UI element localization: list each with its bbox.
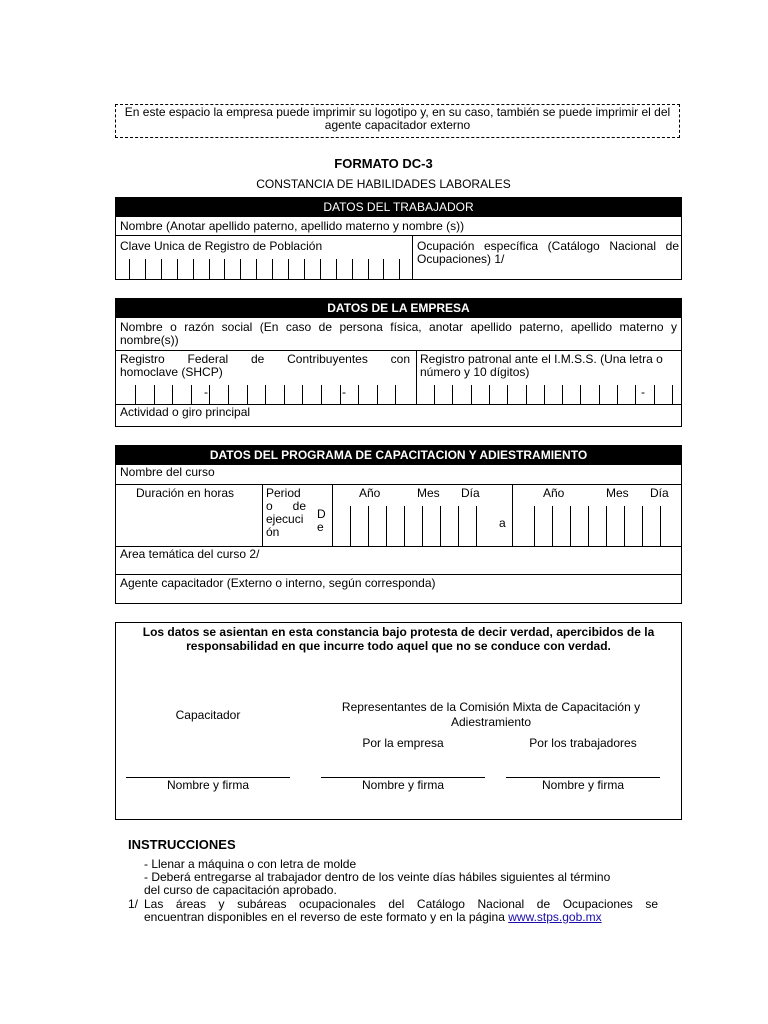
date-ticks-box-0 (534, 506, 535, 546)
date-ticks-box-5 (624, 506, 625, 546)
trainer-label: Capacitador (175, 708, 241, 722)
rfc-ticks-box-6 (247, 385, 248, 404)
instruction-3-marker: 1/ (128, 897, 139, 911)
worker-header: DATOS DEL TRABAJADOR (116, 198, 681, 216)
instruction-2a: - Deberá entregarse al trabajador dentro de los veinte días hábiles siguientes al término (144, 870, 611, 884)
rfc-ticks-box-4 (209, 385, 210, 404)
rfc-dash-1: - (204, 385, 208, 399)
course-name-label: Nombre del curso (120, 465, 215, 479)
duration-label: Duración en horas (136, 486, 235, 500)
curp-ticks-box-15 (368, 259, 369, 279)
date-ticks-box-6 (458, 506, 459, 546)
rfc-ticks-box-8 (284, 385, 285, 404)
form-title: FORMATO DC-3 (334, 156, 433, 171)
instruction-3a: Las áreas y subáreas ocupacionales del Catálogo Nacional de Ocupaciones se (144, 897, 658, 911)
instruction-1: - Llenar a máquina o con letra de molde (144, 857, 357, 871)
to-year-label: Año (543, 486, 565, 500)
curp-ticks-box-11 (304, 259, 305, 279)
curp-ticks-box-7 (240, 259, 241, 279)
rfc-ticks-box-7 (265, 385, 266, 404)
imss-ticks-box-11 (635, 385, 636, 404)
curp-ticks-box-17 (399, 259, 400, 279)
imss-ticks-box-10 (617, 385, 618, 404)
imss-ticks-box-0 (434, 385, 435, 404)
imss-ticks-box-7 (562, 385, 563, 404)
instruction-2b: del curso de capacitación aprobado. (144, 883, 337, 897)
rfc-ticks-box-9 (302, 385, 303, 404)
worker-section (115, 197, 682, 280)
company-rep-label: Por la empresa (362, 736, 444, 750)
company-sign-label: Nombre y firma (361, 778, 444, 792)
imss-ticks-box-9 (599, 385, 600, 404)
logo-note: En este espacio la empresa puede imprimir su logotipo y, en su caso, también se puede imprimir el del agente capacitador externo (124, 105, 671, 132)
date-ticks-box-6 (642, 506, 643, 546)
date-ticks-box-3 (588, 506, 589, 546)
commission-label: Representantes de la Comisión Mixta de Capacitación y Adiestramiento (341, 700, 641, 729)
from-label: D e (317, 507, 326, 534)
date-ticks-box-1 (368, 506, 369, 546)
program-header: DATOS DEL PROGRAMA DE CAPACITACION Y ADIESTRAMIENTO (116, 446, 681, 464)
program-section (115, 445, 682, 604)
imss-ticks-box-2 (471, 385, 472, 404)
to-month-label: Mes (606, 486, 629, 500)
curp-ticks-box-2 (161, 259, 162, 279)
to-day-label: Día (650, 486, 669, 500)
date-ticks-box-4 (422, 506, 423, 546)
worker-name-label: Nombre (Anotar apellido paterno, apellido materno y nombre (s)) (120, 219, 465, 233)
curp-ticks-box-14 (352, 259, 353, 279)
curp-ticks-box-3 (177, 259, 178, 279)
curp-ticks-box-0 (129, 259, 130, 279)
date-ticks-box-2 (386, 506, 387, 546)
workers-rep-label: Por los trabajadores (529, 736, 637, 750)
rfc-ticks-box-12 (358, 385, 359, 404)
rfc-ticks-box-0 (135, 385, 136, 404)
imss-ticks-box-4 (507, 385, 508, 404)
date-ticks-box-4 (606, 506, 607, 546)
date-ticks-box-3 (404, 506, 405, 546)
curp-ticks-box-13 (336, 259, 337, 279)
rfc-ticks-box-2 (172, 385, 173, 404)
rfc-ticks-box-13 (377, 385, 378, 404)
imss-ticks-box-13 (672, 385, 673, 404)
curp-ticks-box-9 (272, 259, 273, 279)
form-subtitle: CONSTANCIA DE HABILIDADES LABORALES (256, 177, 511, 191)
area-label: Area temática del curso 2/ (120, 547, 260, 561)
imss-dash: - (641, 385, 645, 399)
imss-ticks-box-3 (489, 385, 490, 404)
date-ticks-box-1 (552, 506, 553, 546)
activity-label: Actividad o giro principal (120, 405, 251, 419)
to-label: a (499, 516, 506, 530)
curp-label: Clave Unica de Registro de Población (120, 239, 323, 253)
date-ticks-box-0 (350, 506, 351, 546)
signatures-section (115, 622, 682, 820)
curp-ticks-box-16 (383, 259, 384, 279)
from-year-label: Año (359, 486, 381, 500)
date-ticks-box-7 (660, 506, 661, 546)
curp-ticks-box-5 (209, 259, 210, 279)
imss-ticks-box-1 (452, 385, 453, 404)
from-day-label: Día (461, 486, 480, 500)
trainer-sign-label: Nombre y firma (166, 778, 249, 792)
rfc-ticks-box-14 (395, 385, 396, 404)
rfc-ticks-box-1 (154, 385, 155, 404)
workers-sign-label: Nombre y firma (541, 778, 624, 792)
logo-placeholder (115, 104, 680, 138)
imss-label: Registro patronal ante el I.M.S.S. (Una letra o número y 10 dígitos) (420, 352, 663, 379)
curp-ticks-box-1 (145, 259, 146, 279)
imss-ticks-box-6 (544, 385, 545, 404)
imss-ticks-box-8 (580, 385, 581, 404)
imss-ticks-box-5 (526, 385, 527, 404)
period-label: Period o de ejecuci ón (266, 486, 307, 539)
imss-ticks-box-12 (654, 385, 655, 404)
date-ticks-box-7 (476, 506, 477, 546)
instruction-3b: encuentran disponibles en el reverso de este formato y en la página (144, 910, 505, 924)
rfc-dash-2: - (342, 385, 346, 399)
date-ticks-box-2 (570, 506, 571, 546)
instruction-3b-wrap (144, 911, 602, 924)
rfc-ticks-box-3 (191, 385, 192, 404)
company-section (115, 298, 682, 427)
rfc-label-line2: homoclave (SHCP) (120, 365, 223, 379)
curp-ticks-box-4 (193, 259, 194, 279)
rfc-ticks-box-5 (228, 385, 229, 404)
agent-label: Agente capacitador (Externo o interno, según corresponda) (120, 576, 436, 590)
curp-ticks-box-6 (224, 259, 225, 279)
company-header: DATOS DE LA EMPRESA (116, 299, 681, 317)
from-month-label: Mes (417, 486, 440, 500)
rfc-label-line1: Registro Federal de Contribuyentes con (120, 352, 410, 366)
truth-statement: Los datos se asientan en esta constancia bajo protesta de decir verdad, apercibidos de la responsabilidad en que incurre todo aquel que no se conduce con verdad. (142, 625, 655, 653)
curp-ticks-box-12 (320, 259, 321, 279)
rfc-ticks-box-10 (321, 385, 322, 404)
curp-ticks-box-10 (288, 259, 289, 279)
curp-ticks-box-8 (256, 259, 257, 279)
rfc-ticks-box-11 (340, 385, 341, 404)
occupation-label: Ocupación específica (Catálogo Nacional de Ocupaciones) 1/ (417, 239, 679, 266)
instructions-title: INSTRUCCIONES (128, 837, 236, 852)
stps-link[interactable]: www.stps.gob.mx (508, 910, 602, 924)
date-ticks-box-5 (440, 506, 441, 546)
company-name-label: Nombre o razón social (En caso de persona física, anotar apellido paterno, apellido materno y nombre(s)) (120, 320, 677, 347)
